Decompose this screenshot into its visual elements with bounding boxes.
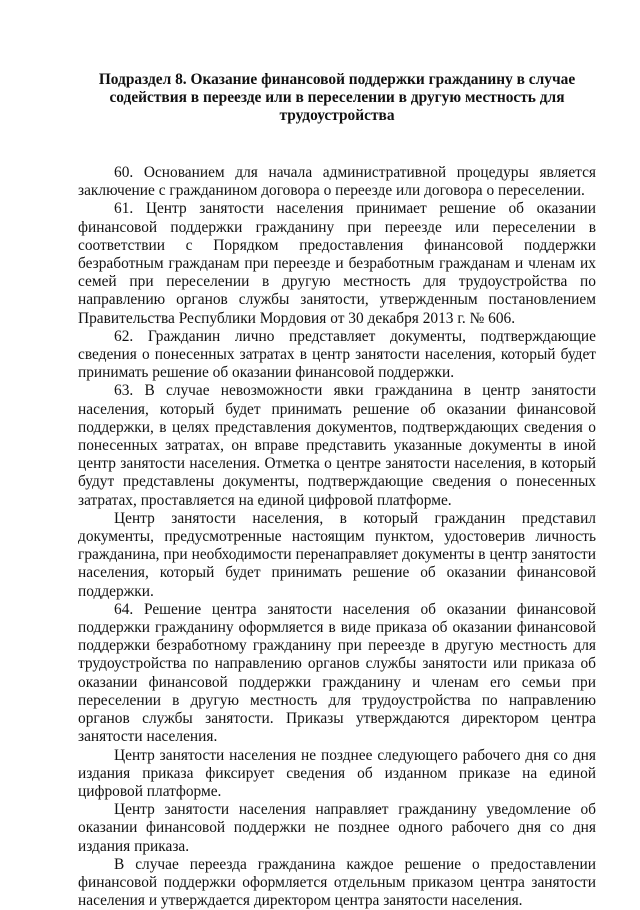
paragraph-64-relocation: В случае переезда гражданина каждое решение о предоставлении финансовой поддержки оформляется отдельным приказом центра занятости населения и утверждается директором центра занятости населения. bbox=[78, 855, 596, 910]
paragraph-64-notification: Центр занятости населения направляет гражданину уведомление об оказании финансовой поддержки не позднее одного рабочего дня со дня издания приказа. bbox=[78, 801, 596, 855]
paragraph-64: 64. Решение центра занятости населения об оказании финансовой поддержки гражданину оформляется в виде приказа об оказании финансовой поддержки безработному гражданину при переезде в другую местность для трудоустройства по направлению органов службы занятости или приказа об оказании финансовой поддержки гражданину и членам его семьи при переселении в другую местность для трудоустройства по направлению органов службы занятости. Приказы утверждаются директором центра занятости населения. bbox=[78, 600, 596, 746]
paragraph-61: 61. Центр занятости населения принимает решение об оказании финансовой поддержки гражданину при переезде или переселении в соответствии с Порядком предоставления финансовой поддержки безработным гражданам при переезде и безработным гражданам и членам их семей при переселении в другую местность для трудоустройства по направлению органов службы занятости, утвержденным постановлением Правительства Республики Мордовия от 30 декабря 2013 г. № 606. bbox=[78, 200, 596, 327]
paragraph-64-recording: Центр занятости населения не позднее следующего рабочего дня со дня издания приказа фиксирует сведения об изданном приказе на единой цифровой платформе. bbox=[78, 746, 596, 800]
paragraph-60: 60. Основанием для начала административной процедуры является заключение с гражданином договора о переезде или договора о переселении. bbox=[78, 164, 596, 200]
paragraph-62: 62. Гражданин лично представляет документы, подтверждающие сведения о понесенных затратах в центр занятости населения, который будет принимать решение об оказании финансовой поддержки. bbox=[78, 327, 596, 382]
paragraph-63: 63. В случае невозможности явки гражданина в центр занятости населения, который будет принимать решение об оказании финансовой поддержки, в целях представления документов, подтверждающих сведения о понесенных затратах, он вправе представить указанные документы в иной центр занятости населения. Отметка о центре занятости населения, в который будут представлены документы, подтверждающие сведения о понесенных затратах, проставляется на единой цифровой платформе. bbox=[78, 382, 596, 509]
section-heading: Подраздел 8. Оказание финансовой поддержки гражданину в случае содействия в переезде или в переселении в другую местность для трудоустройства bbox=[98, 71, 576, 124]
paragraph-63-continuation: Центр занятости населения, в который гражданин представил документы, предусмотренные настоящим пунктом, удостоверив личность гражданина, при необходимости перенаправляет документы в центр занятости населения, который будет принимать решение об оказании финансовой поддержки. bbox=[78, 509, 596, 600]
